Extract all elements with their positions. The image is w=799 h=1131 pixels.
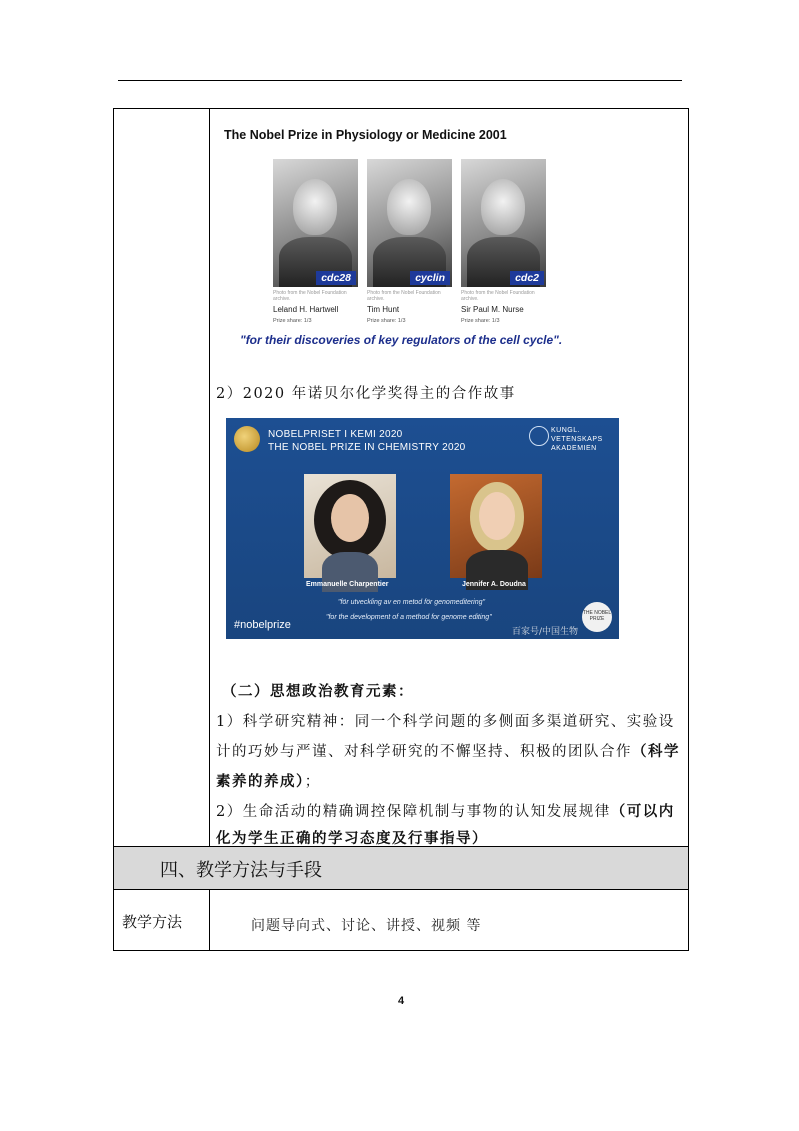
academy-name: KUNGL. VETENSKAPS AKADEMIEN xyxy=(551,427,603,452)
photo-credit: Photo from the Nobel Foundation archive. xyxy=(461,290,535,302)
prize-share: Prize share: 1/3 xyxy=(367,318,406,324)
nobel-medal-icon xyxy=(234,426,260,452)
laureate-name: Emmanuelle Charpentier xyxy=(306,581,389,588)
row-separator xyxy=(114,889,688,890)
column-divider xyxy=(209,890,210,951)
face-shape xyxy=(331,494,369,542)
figure-title: The Nobel Prize in Physiology or Medicine 2001 xyxy=(224,128,507,142)
photo-credit: Photo from the Nobel Foundation archive. xyxy=(367,290,441,302)
laureate-name: Sir Paul M. Nurse xyxy=(461,305,524,314)
nobel-2020-figure xyxy=(226,418,619,639)
ideology-line: 2）生命活动的精确调控保障机制与事物的认知发展规律（可以内 xyxy=(216,803,675,820)
nobel-prize-badge: THE NOBEL PRIZE xyxy=(582,602,612,632)
photo-credit: Photo from the Nobel Foundation archive. xyxy=(273,290,347,302)
banner-line-english: THE NOBEL PRIZE IN CHEMISTRY 2020 xyxy=(268,442,466,453)
laureate-photo xyxy=(367,159,452,287)
section-header-row xyxy=(114,847,688,889)
laureate-photo xyxy=(304,474,396,578)
laureate-photo xyxy=(273,159,358,287)
face-shape xyxy=(293,179,337,235)
motto-english: "for the development of a method for genome editing" xyxy=(326,614,492,621)
ideology-line: 计的巧妙与严谨、对科学研究的不懈坚持、积极的团队合作（科学 xyxy=(216,743,680,760)
hashtag: #nobelprize xyxy=(234,619,291,631)
laureate-name: Leland H. Hartwell xyxy=(273,305,339,314)
ideology-line: 素养的养成）； xyxy=(216,773,321,790)
banner-line-swedish: NOBELPRISET I KEMI 2020 xyxy=(268,429,403,440)
header-rule xyxy=(118,80,682,81)
page-number: 4 xyxy=(398,995,405,1007)
ideology-line: 化为学生正确的学习态度及行事指导） xyxy=(216,830,488,847)
section-title: 四、教学方法与手段 xyxy=(160,860,322,881)
nobel-2001-figure xyxy=(212,115,592,360)
prize-share: Prize share: 1/3 xyxy=(461,318,500,324)
face-shape xyxy=(479,492,515,540)
gene-tag: cdc28 xyxy=(316,271,356,285)
watermark: 百家号/中国生物 xyxy=(512,627,579,637)
laureate-photo xyxy=(461,159,546,287)
ideology-line: 1）科学研究精神：同一个科学问题的多侧面多渠道研究、实验设 xyxy=(216,714,675,730)
ideology-heading: （二）思想政治教育元素： xyxy=(222,683,414,700)
motto-swedish: "för utveckling av en metod för genomeditering" xyxy=(338,599,485,606)
column-divider xyxy=(209,109,210,847)
gene-tag: cdc2 xyxy=(510,271,544,285)
academy-seal-icon xyxy=(529,426,549,446)
prize-share: Prize share: 1/3 xyxy=(273,318,312,324)
story-heading: 2）2020 年诺贝尔化学奖得主的合作故事 xyxy=(216,386,516,402)
gene-tag: cyclin xyxy=(410,271,450,285)
teaching-method-label: 教学方法 xyxy=(122,913,183,931)
face-shape xyxy=(387,179,431,235)
face-shape xyxy=(481,179,525,235)
laureate-name: Jennifer A. Doudna xyxy=(462,581,526,588)
prize-motto: "for their discoveries of key regulators of the cell cycle". xyxy=(240,333,563,347)
laureate-photo xyxy=(450,474,542,578)
teaching-method-value: 问题导向式、讨论、讲授、视频 等 xyxy=(251,918,482,934)
laureate-name: Tim Hunt xyxy=(367,305,400,314)
